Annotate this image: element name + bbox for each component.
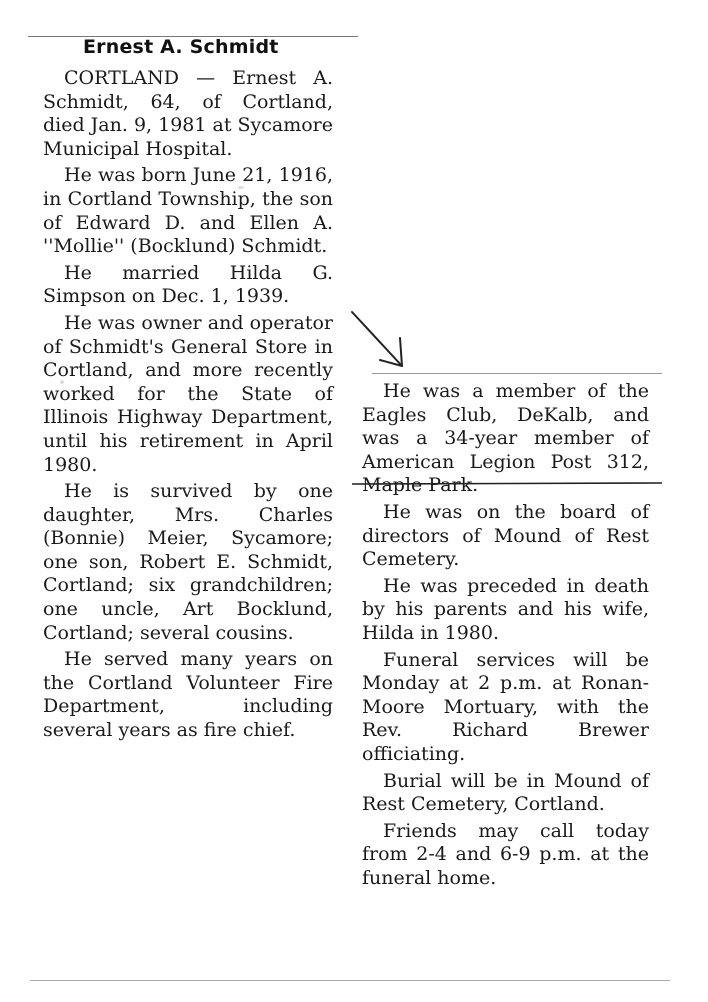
- paragraph-memberships: He was a member of the Eagles Club, DeKalb, and was a 34-year member of American Legion Post 312, Maple Park.: [362, 380, 649, 497]
- obituary-headline: Ernest A. Schmidt: [83, 36, 279, 58]
- paragraph-death-notice: CORTLAND — Ernest A. Schmidt, 64, of Cortland, died Jan. 9, 1981 at Sycamore Municipal Hospital.: [43, 67, 334, 160]
- clipping-right-top-edge: [372, 373, 662, 374]
- paragraph-birth: He was born June 21, 1916, in Cortland Township, the son of Edward D. and Ellen A. ''Mollie'' (Bocklund) Schmidt.: [43, 164, 333, 258]
- print-smudge: [238, 186, 244, 189]
- paragraph-career: He was owner and operator of Schmidt's General Store in Cortland, and more recently worked for the State of Illinois Highway Department, until his retirement in April 1980.: [43, 311, 333, 476]
- paragraph-burial: Burial will be in Mound of Rest Cemetery, Cortland.: [362, 769, 649, 816]
- paragraph-cemetery-board: He was on the board of directors of Mound of Rest Cemetery.: [362, 500, 649, 571]
- paragraph-survivors: He is survived by one daughter, Mrs. Charles (Bonnie) Meier, Sycamore; one son, Robert E. Schmidt, Cortland; six grandchildren; one uncle, Art Bocklund, Cortland; several cousins.: [43, 480, 333, 644]
- obituary-column-right: [362, 380, 649, 893]
- handwritten-underline-mark: [352, 481, 662, 486]
- paragraph-funeral-services: Funeral services will be Monday at 2 p.m. at Ronan-Moore Mortuary, with the Rev. Richard Brewer officiating.: [362, 648, 649, 765]
- handwritten-arrow-mark: [350, 308, 410, 374]
- obituary-column-left: [43, 67, 333, 746]
- paragraph-marriage: He married Hilda G. Simpson on Dec. 1, 1939.: [43, 261, 333, 308]
- paragraph-preceded: He was preceded in death by his parents and his wife, Hilda in 1980.: [362, 574, 649, 644]
- paragraph-fire-department: He served many years on the Cortland Volunteer Fire Department, including several years as fire chief.: [43, 648, 333, 742]
- print-smudge: [80, 516, 85, 519]
- clipping-bottom-edge: [30, 980, 670, 981]
- print-smudge: [60, 380, 64, 384]
- paragraph-visitation: Friends may call today from 2-4 and 6-9 p.m. at the funeral home.: [362, 819, 649, 889]
